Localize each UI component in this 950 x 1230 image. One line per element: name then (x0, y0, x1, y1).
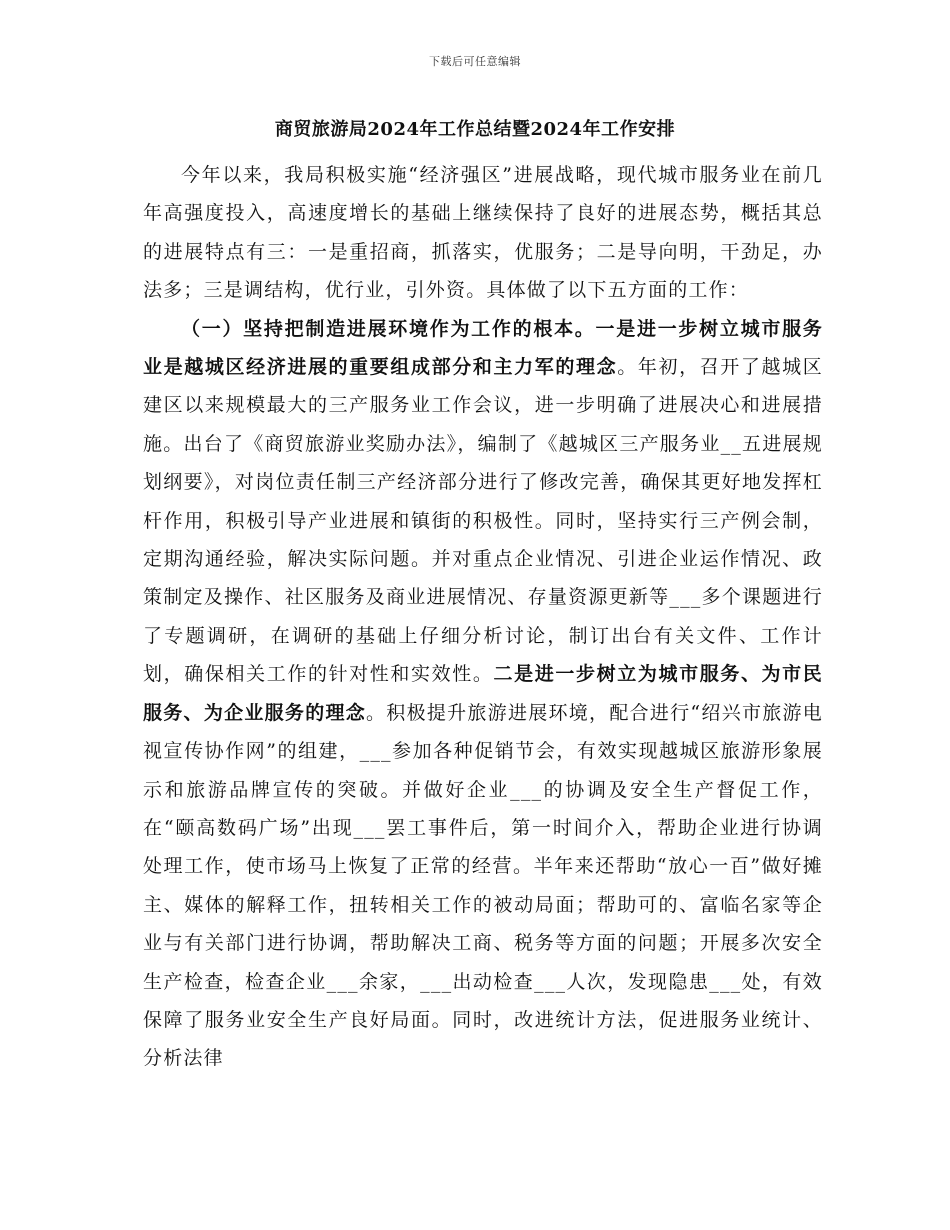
section-1-paragraph (143, 310, 823, 1078)
page-header: 下载后可任意编辑 (429, 55, 521, 68)
section-1-heading: （一）坚持把制造进展环境作为工作的根本。 (181, 317, 596, 340)
section-1-point-2-lead: 二是进一步树立为城市服务、为市民服务、为企业服务的理念 (143, 663, 823, 724)
intro-paragraph: 今年以来，我局积极实施“经济强区”进展战略，现代城市服务业在前几年高强度投入，高速度增长的基础上继续保持了良好的进展态势，概括其总的进展特点有三：一是重招商，抓落实，优服务；二是导向明，干劲足，办法多；三是调结构，优行业，引外资。具体做了以下五方面的工作： (143, 164, 823, 302)
section-1-point-1-text: 。年初，召开了越城区建区以来规模最大的三产服务业工作会议，进一步明确了进展决心和进展措施。出台了《商贸旅游业奖励办法》，编制了《越城区三产服务业__五进展规划纲要》，对岗位责任制三产经济部分进行了修改完善，确保其更好地发挥杠杆作用，积极引导产业进展和镇街的积极性。同时，坚持实行三产例会制，定期沟通经验，解决实际问题。并对重点企业情况、引进企业运作情况、政策制定及操作、社区服务及商业进展情况、存量资源更新等___多个课题进行了专题调研，在调研的基础上仔细分析讨论，制订出台有关文件、工作计划，确保相关工作的针对性和实效性。 (143, 356, 823, 686)
document-title: 商贸旅游局2024年工作总结暨2024年工作安排 (274, 119, 676, 140)
section-1-point-2-text: 。积极提升旅游进展环境，配合进行“绍兴市旅游电视宣传协作网”的组建，___参加各种促销节会，有效实现越城区旅游形象展示和旅游品牌宣传的突破。并做好企业___的协调及安全生产督促工作，在“颐高数码广场”出现___罢工事件后，第一时间介入，帮助企业进行协调处理工作，使市场马上恢复了正常的经营。半年来还帮助“放心一百”做好摊主、媒体的解释工作，扭转相关工作的被动局面；帮助可的、富临名家等企业与有关部门进行协调，帮助解决工商、税务等方面的问题；开展多次安全生产检查，检查企业___余家，___出动检查___人次，发现隐患___处，有效保障了服务业安全生产良好局面。同时，改进统计方法，促进服务业统计、分析法律 (143, 701, 823, 1070)
section-1-point-1-lead: 一是进一步树立城市服务业是越城区经济进展的重要组成部分和主力军的理念 (143, 317, 823, 379)
document-body (143, 156, 823, 1078)
